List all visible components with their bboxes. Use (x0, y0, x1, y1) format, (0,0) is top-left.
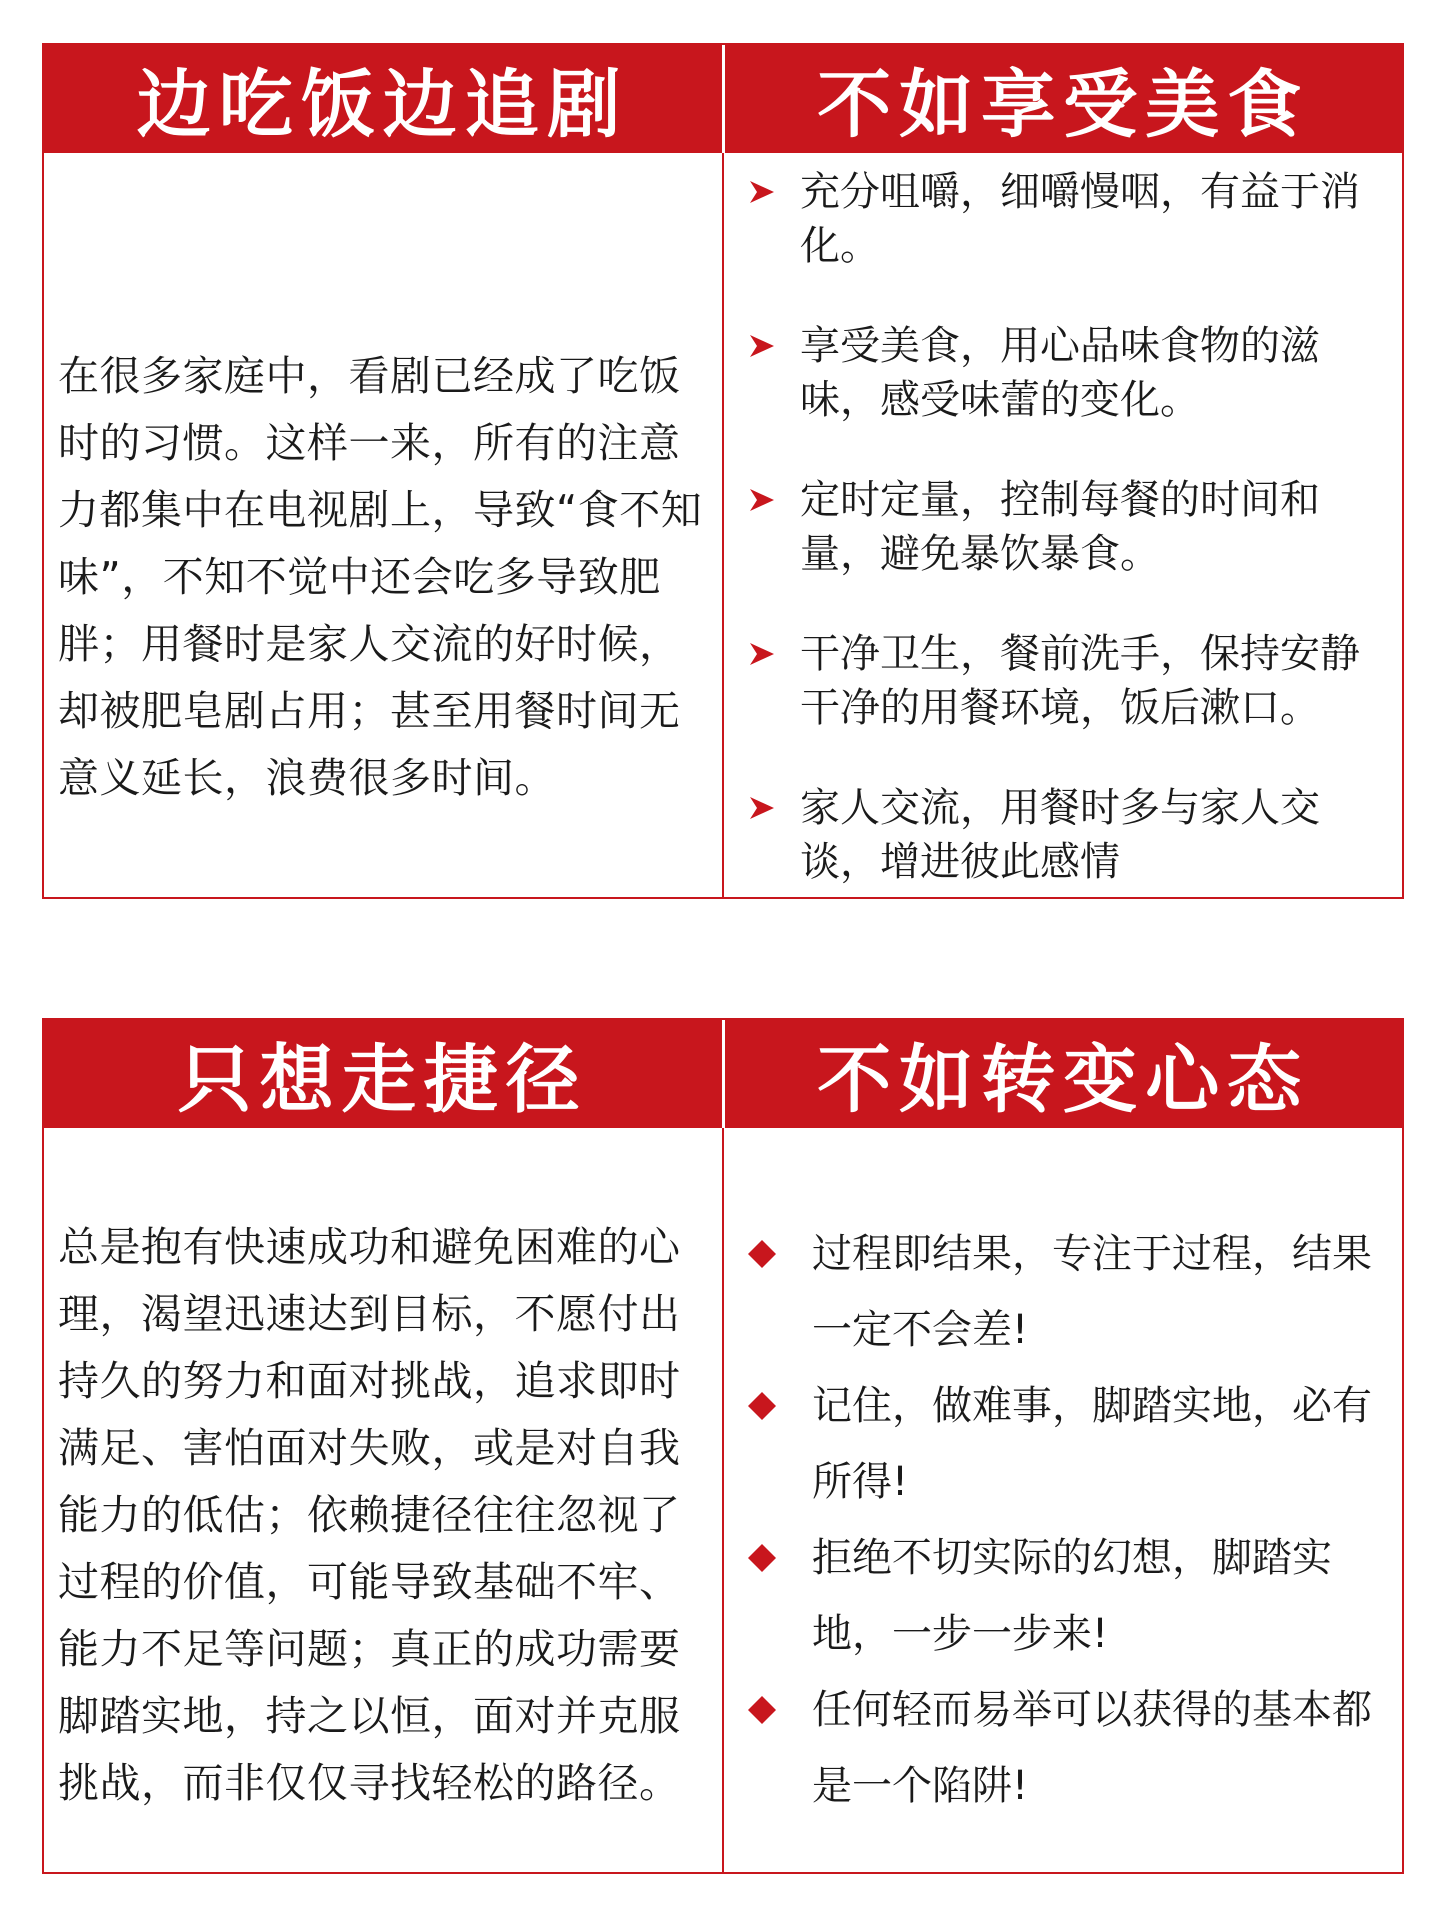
list-item-text: 充分咀嚼，细嚼慢咽，有益于消化。 (800, 169, 1360, 269)
problem-description: 在很多家庭中，看剧已经成了吃饭时的习惯。这样一来，所有的注意力都集中在电视剧上，导致“食不知味”，不知不觉中还会吃多导致肥胖；用餐时是家人交流的好时候，却被肥皂剧占用；甚至用餐时间无意义延长，浪费很多时间。 (58, 352, 703, 802)
list-item-text: 干净卫生，餐前洗手，保持安静干净的用餐环境，饭后漱口。 (800, 631, 1360, 731)
table-body (44, 1128, 1402, 1872)
arrow-icon (742, 781, 782, 835)
list-item (742, 1368, 1384, 1520)
advice-list (742, 165, 1384, 935)
arrow-icon (742, 165, 782, 219)
advice-list (742, 1216, 1384, 1824)
table-header (44, 45, 1402, 153)
arrow-icon (742, 473, 782, 527)
left-header-title: 边吃饭边追剧 (44, 45, 725, 153)
arrow-icon (742, 319, 782, 373)
problem-description: 总是抱有快速成功和避免困难的心理，渴望迅速达到目标，不愿付出持久的努力和面对挑战，追求即时满足、害怕面对失败，或是对自我能力的低估；依赖捷径往往忽视了过程的价值，可能导致基础不牢、能力不足等问题；真正的成功需要脚踏实地，持之以恒，面对并克服挑战，而非仅仅寻找轻松的路径。 (58, 1223, 681, 1807)
list-item-text: 家人交流，用餐时多与家人交谈，增进彼此感情 (800, 785, 1320, 885)
left-header-title: 只想走捷径 (44, 1020, 725, 1128)
list-item (742, 473, 1384, 581)
diamond-icon (742, 1216, 782, 1292)
list-item-text: 过程即结果，专注于过程，结果一定不会差! (812, 1231, 1372, 1353)
list-item-text: 定时定量，控制每餐的时间和量，避免暴饮暴食。 (800, 477, 1320, 577)
left-column (44, 153, 724, 897)
left-column (44, 1128, 724, 1872)
list-item (742, 627, 1384, 735)
comparison-table-eating (42, 43, 1404, 899)
diamond-icon (742, 1672, 782, 1748)
right-header-title: 不如转变心态 (725, 1020, 1403, 1128)
right-column (724, 1128, 1402, 1872)
arrow-icon (742, 627, 782, 681)
list-item (742, 1520, 1384, 1672)
diamond-icon (742, 1520, 782, 1596)
comparison-table-mindset (42, 1018, 1404, 1874)
list-item-text: 记住，做难事，脚踏实地，必有所得! (812, 1383, 1372, 1505)
list-item-text: 任何轻而易举可以获得的基本都是一个陷阱! (812, 1687, 1372, 1809)
list-item-text: 享受美食，用心品味食物的滋味，感受味蕾的变化。 (800, 323, 1320, 423)
table-header (44, 1020, 1402, 1128)
list-item-text: 拒绝不切实际的幻想，脚踏实地，一步一步来! (812, 1535, 1332, 1657)
list-item (742, 165, 1384, 273)
list-item (742, 1216, 1384, 1368)
diamond-icon (742, 1368, 782, 1444)
right-column (724, 153, 1402, 897)
table-body (44, 153, 1402, 897)
right-header-title: 不如享受美食 (725, 45, 1403, 153)
list-item (742, 781, 1384, 889)
list-item (742, 319, 1384, 427)
list-item (742, 1672, 1384, 1824)
